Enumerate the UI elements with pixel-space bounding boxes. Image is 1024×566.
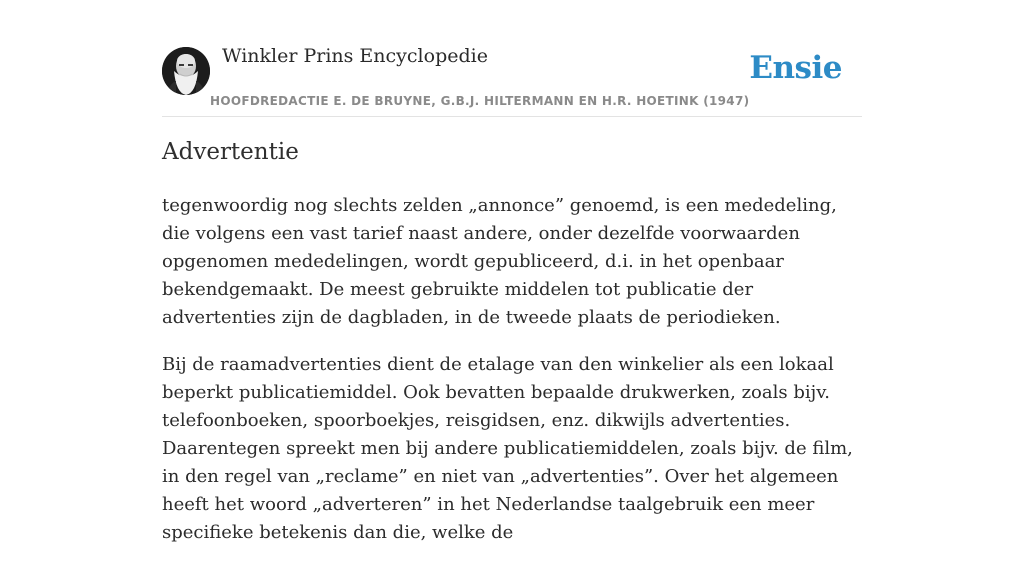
editor-portrait-avatar[interactable] (162, 47, 210, 95)
source-header (162, 0, 862, 117)
ensie-logo-link[interactable]: Ensie (749, 50, 842, 86)
source-title[interactable]: Winkler Prins Encyclopedie (222, 45, 488, 67)
page-container (162, 0, 862, 543)
bearded-man-portrait-icon (162, 47, 210, 95)
article-paragraph: tegenwoordig nog slechts zelden „annonce” genoemd, is een mededeling, die volgens een vast tarief naast andere, onder dezelfde voorwaarden opgenomen mededelingen, wordt gepubliceerd, d.i. in het openbaar bekendgemaakt. De meest gebruikte middelen tot publicatie der advertenties zijn de dagbladen, in de tweede plaats de periodieken. (162, 195, 837, 328)
article-title: Advertentie (162, 139, 299, 165)
source-editors-subtitle: HOOFDREDACTIE E. DE BRUYNE, G.B.J. HILTERMANN EN H.R. HOETINK (1947) (210, 94, 750, 108)
article-body (162, 192, 862, 566)
article-paragraph: Bij de raamadvertenties dient de etalage van den winkelier als een lokaal beperkt publicatiemiddel. Ook bevatten bepaalde drukwerken, zoals bijv. telefoonboeken, spoorboekjes, reisgidsen, enz. dikwijls advertenties. Daarentegen spreekt men bij andere publicatiemiddelen, zoals bijv. de film, in den regel van „reclame” en niet van „advertenties”. Over het algemeen heeft het woord „adverteren” in het Nederlandse taalgebruik een meer specifieke betekenis dan die, welke de (162, 354, 853, 543)
